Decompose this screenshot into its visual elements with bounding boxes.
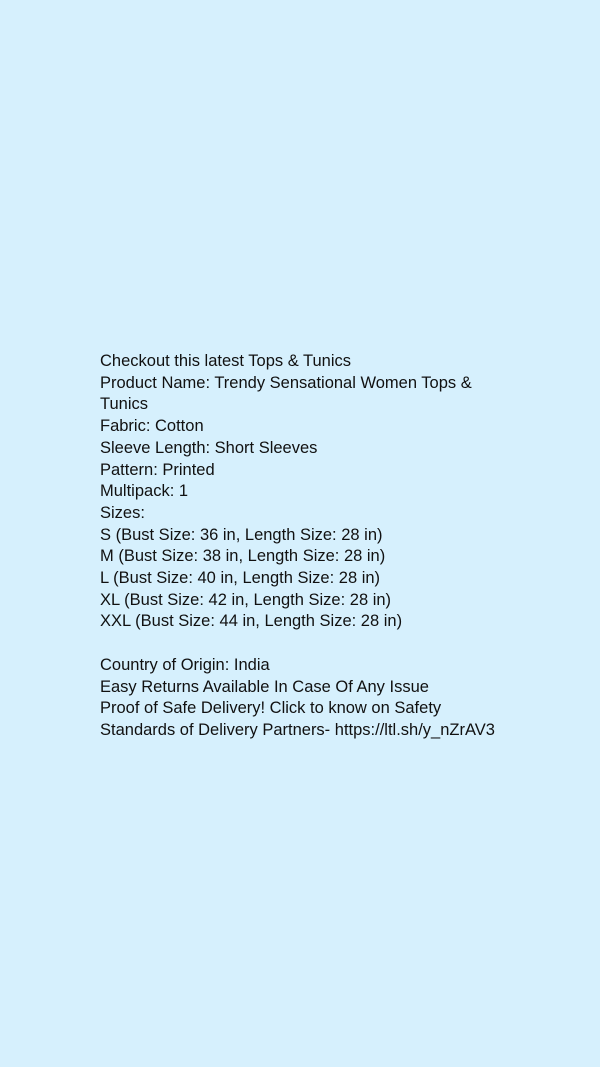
size-item-xxl: XXL (Bust Size: 44 in, Length Size: 28 in): [100, 612, 403, 631]
sizes-list: [100, 525, 520, 634]
product-description: [100, 351, 520, 742]
pattern-text: Pattern: Printed: [100, 460, 215, 479]
sizes-heading: Sizes:: [100, 503, 145, 522]
sleeve-length-text: Sleeve Length: Short Sleeves: [100, 438, 318, 457]
size-item-l: L (Bust Size: 40 in, Length Size: 28 in): [100, 569, 381, 588]
blank-line: [100, 633, 520, 655]
multipack-text: Multipack: 1: [100, 482, 189, 501]
size-item-xl: XL (Bust Size: 42 in, Length Size: 28 in): [100, 590, 392, 609]
fabric-text: Fabric: Cotton: [100, 417, 204, 436]
size-item-s: S (Bust Size: 36 in, Length Size: 28 in): [100, 525, 383, 544]
delivery-text-line-1: Proof of Safe Delivery! Click to know on Safety: [100, 699, 442, 718]
product-name-line-1: Product Name: Trendy Sensational Women Tops &: [100, 373, 472, 392]
country-of-origin-text: Country of Origin: India: [100, 655, 270, 674]
product-name-line-2: Tunics: [100, 395, 148, 414]
delivery-text-line-2: Standards of Delivery Partners- https://ltl.sh/y_nZrAV3: [100, 720, 495, 739]
intro-text: Checkout this latest Tops & Tunics: [100, 352, 351, 370]
returns-text: Easy Returns Available In Case Of Any Issue: [100, 677, 429, 696]
size-item-m: M (Bust Size: 38 in, Length Size: 28 in): [100, 547, 386, 566]
